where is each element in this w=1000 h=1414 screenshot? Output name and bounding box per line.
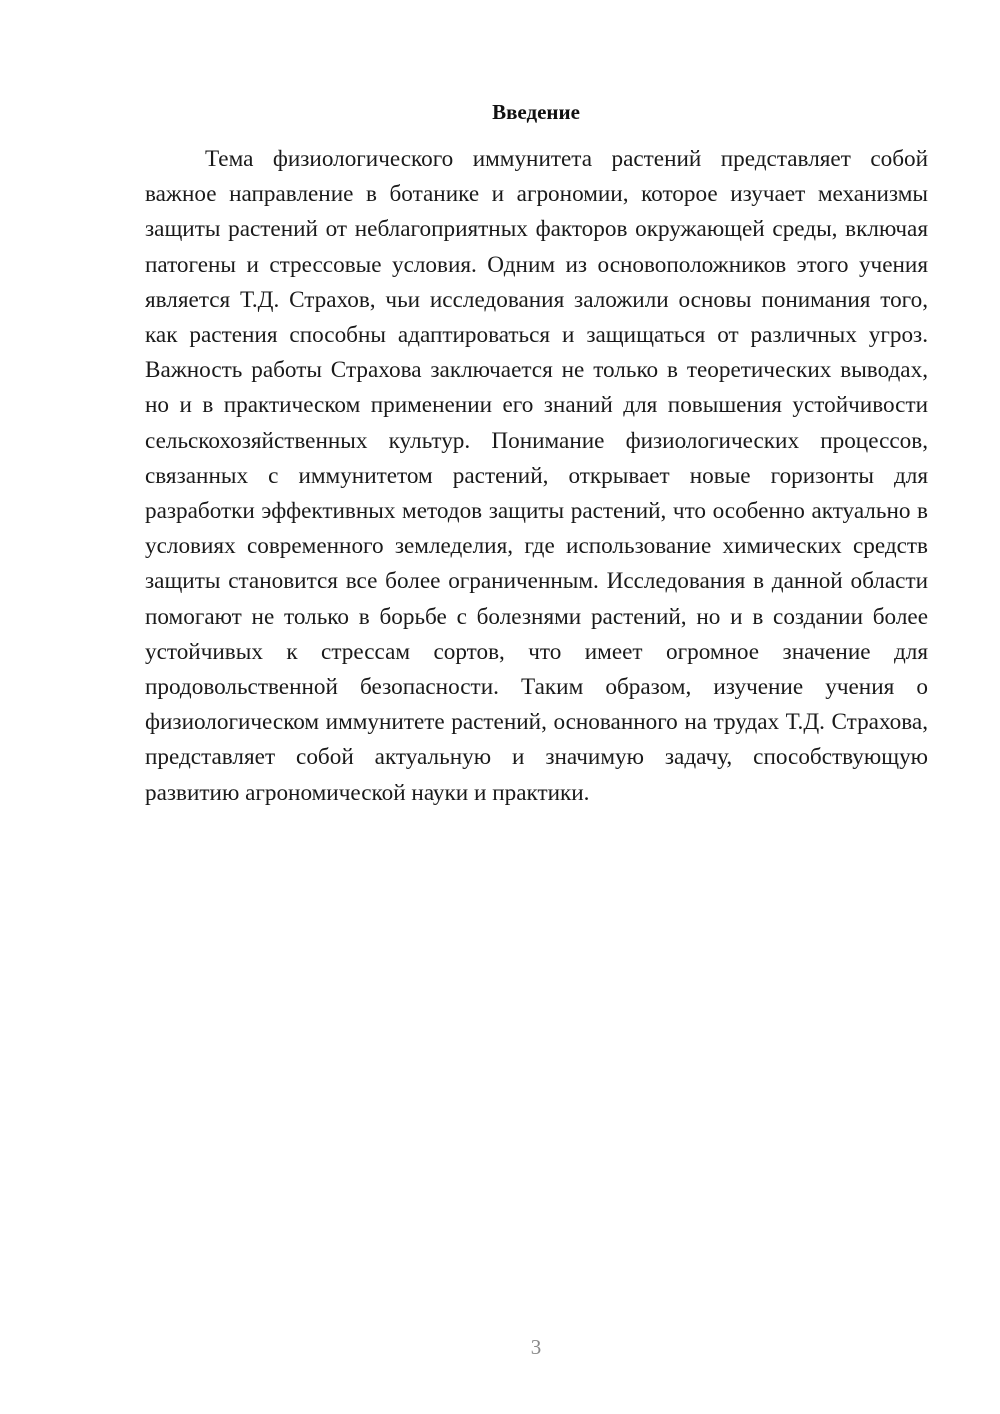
- introduction-paragraph: Тема физиологического иммунитета растений представляет собой важное направление в ботанике и агрономии, которое изучает механизмы защиты растений от неблагоприятных факторов окружающей среды, включая патогены и стрессовые условия. Одним из основоположников этого учения является Т.Д. Страхов, чьи исследования заложили основы понимания того, как растения способны адаптироваться и защищаться от различных угроз. Важность работы Страхова заключается не только в теоретических выводах, но и в практическом применении его знаний для повышения устойчивости сельскохозяйственных культур. Понимание физиологических процессов, связанных с иммунитетом растений, открывает новые горизонты для разработки эффективных методов защиты растений, что особенно актуально в условиях современного земледелия, где использование химических средств защиты становится все более ограниченным. Исследования в данной области помогают не только в борьбе с болезнями растений, но и в создании более устойчивых к стрессам сортов, что имеет огромное значение для продовольственной безопасности. Таким образом, изучение учения о физиологическом иммунитете растений, основанного на трудах Т.Д. Страхова, представляет собой актуальную и значимую задачу, способствующую развитию агрономической науки и практики.: [145, 146, 928, 806]
- page-number: 3: [530, 1335, 542, 1359]
- section-heading: Введение: [492, 100, 580, 124]
